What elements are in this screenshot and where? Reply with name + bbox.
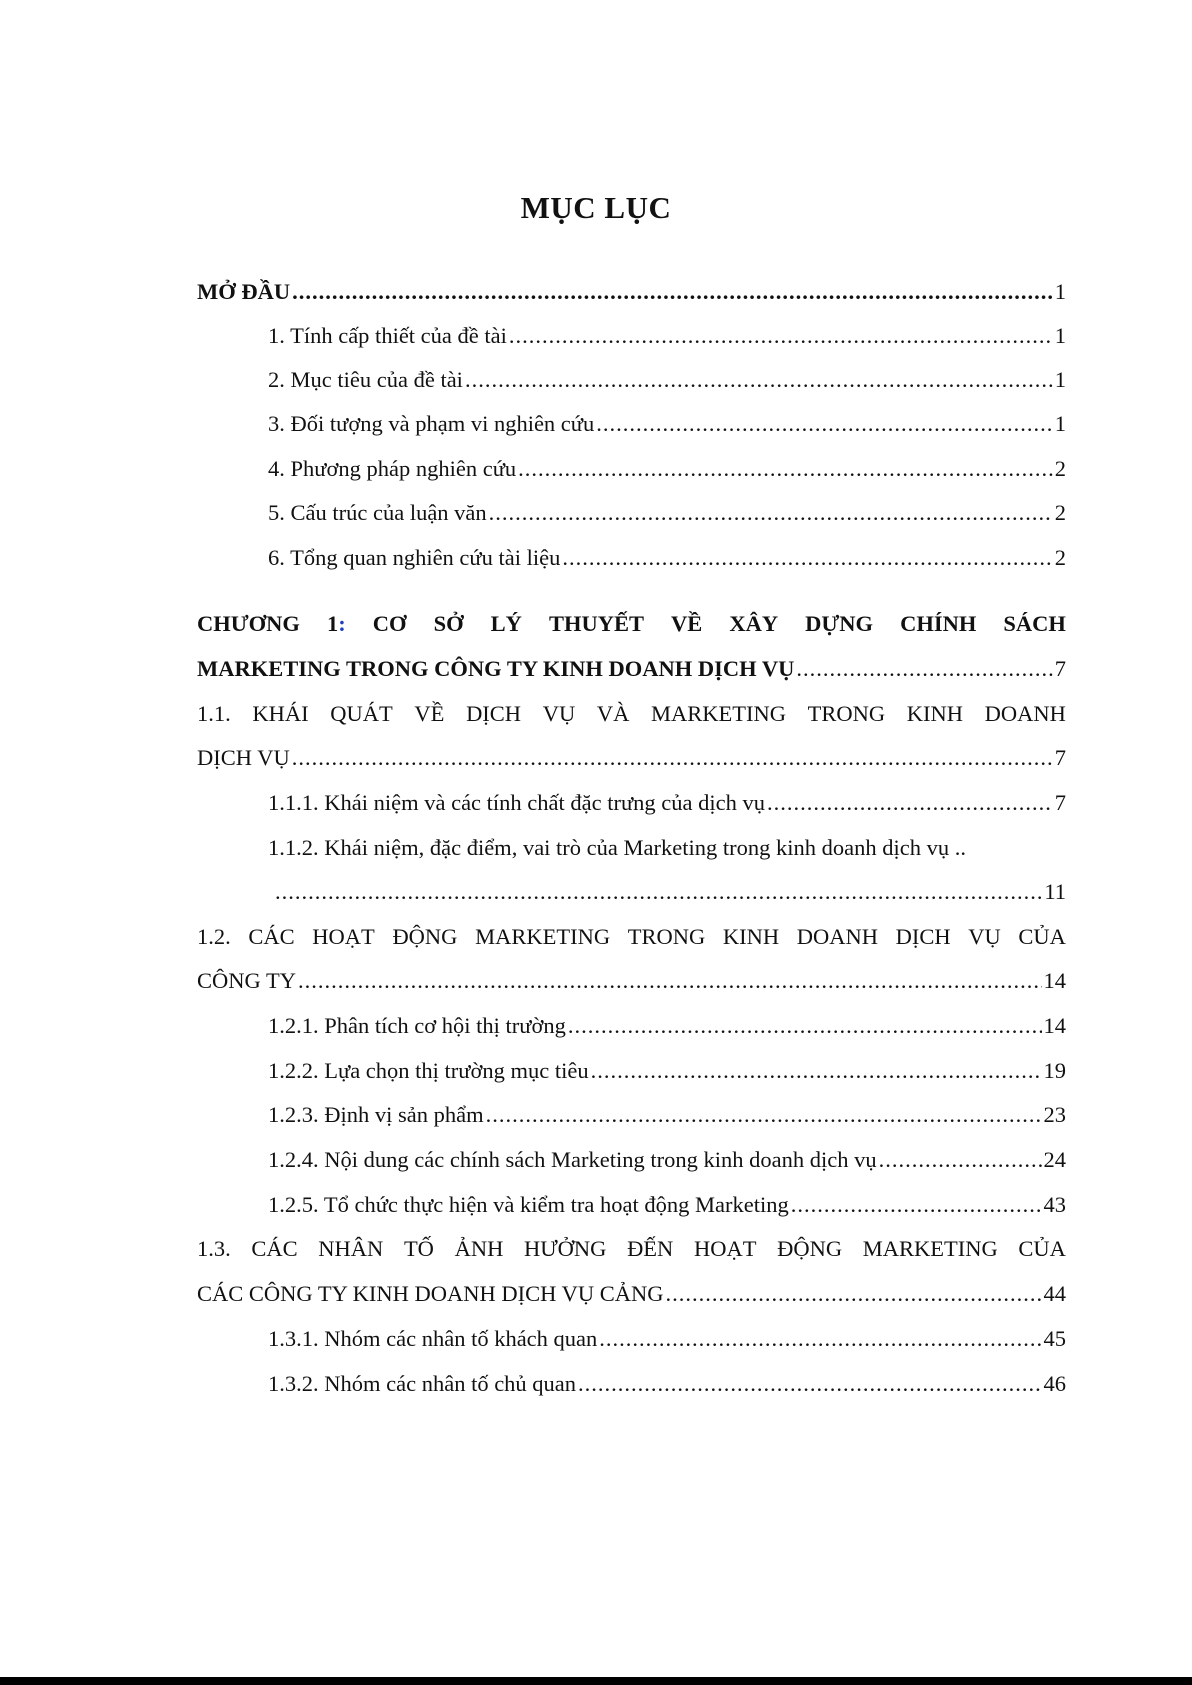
toc-page: 7 <box>1054 790 1066 815</box>
toc-word: DỊCH <box>466 701 522 726</box>
toc-word: CHƯƠNG <box>197 611 300 636</box>
toc-label: MARKETING TRONG CÔNG TY KINH DOANH DỊCH VỤ <box>197 656 795 681</box>
toc-leader <box>591 1056 1042 1086</box>
toc-leader <box>879 1145 1042 1175</box>
toc-entry-1-2-1[interactable] <box>268 1011 1066 1041</box>
toc-word: CÁC <box>248 924 295 949</box>
toc-label: MỞ ĐẦU <box>197 279 291 304</box>
toc-word: 1.3. <box>197 1236 231 1261</box>
toc-leader <box>599 1324 1041 1354</box>
toc-entry-1-1-1[interactable] <box>268 788 1066 818</box>
toc-word: DỊCH <box>895 924 951 949</box>
toc-chapter-1-line2[interactable] <box>197 654 1066 684</box>
toc-word: 1.1. <box>197 701 231 726</box>
toc-word: KINH <box>906 701 964 726</box>
toc-leader <box>275 877 1042 907</box>
toc-word: KHÁI <box>252 701 309 726</box>
toc-page: 7 <box>1054 656 1066 681</box>
toc-page: 19 <box>1043 1058 1066 1083</box>
toc-label: 1.2.4. Nội dung các chính sách Marketing trong kinh doanh dịch vụ <box>268 1147 877 1172</box>
toc-word: XÂY <box>729 611 779 636</box>
toc-page: 2 <box>1054 456 1066 481</box>
toc-section-1-1-line2[interactable] <box>197 743 1066 773</box>
toc-page: 46 <box>1043 1371 1066 1396</box>
toc-word: VỀ <box>414 701 445 726</box>
toc-entry-1-2-4[interactable] <box>268 1145 1066 1175</box>
toc-page: 1 <box>1054 367 1066 392</box>
toc-word: VỀ <box>671 611 703 636</box>
toc-word: VÀ <box>596 701 630 726</box>
toc-label: CÁC CÔNG TY KINH DOANH DỊCH VỤ CẢNG <box>197 1281 664 1306</box>
toc-entry-3[interactable] <box>268 409 1066 439</box>
toc-section-1-1-line1[interactable] <box>197 699 1066 729</box>
toc-leader <box>292 743 1053 773</box>
chapter-colon: : <box>338 611 346 636</box>
toc-label: 4. Phương pháp nghiên cứu <box>268 456 517 481</box>
toc-entry-1-1-2-line2[interactable] <box>275 877 1066 907</box>
toc-entry-1[interactable] <box>268 321 1066 351</box>
toc-word: DỰNG <box>805 611 874 636</box>
toc-word: VỤ <box>542 701 576 726</box>
toc-page: 7 <box>1054 745 1066 770</box>
toc-word: ẢNH <box>454 1236 504 1261</box>
toc-chapter-1-line1[interactable] <box>197 609 1066 639</box>
toc-page: 1 <box>1054 279 1066 304</box>
toc-label: 6. Tổng quan nghiên cứu tài liệu <box>268 545 561 570</box>
toc-page: 44 <box>1043 1281 1066 1306</box>
toc-leader <box>298 966 1042 996</box>
toc-page: 2 <box>1054 545 1066 570</box>
toc-leader <box>562 543 1052 573</box>
toc-label: 1.3.1. Nhóm các nhân tố khách quan <box>268 1326 598 1351</box>
toc-leader <box>578 1369 1041 1399</box>
toc-entry-4[interactable] <box>268 454 1066 484</box>
toc-label: 1.1.1. Khái niệm và các tính chất đặc trưng của dịch vụ <box>268 790 766 815</box>
toc-page: 2 <box>1054 500 1066 525</box>
toc-entry-1-2-3[interactable] <box>268 1100 1066 1130</box>
toc-page: 43 <box>1043 1192 1066 1217</box>
toc-label: 1.2.5. Tổ chức thực hiện và kiểm tra hoạt động Marketing <box>268 1192 789 1217</box>
toc-section-1-2-line2[interactable] <box>197 966 1066 996</box>
toc-leader <box>796 654 1052 684</box>
toc-leader <box>665 1279 1041 1309</box>
toc-entry-1-3-2[interactable] <box>268 1369 1066 1399</box>
toc-word: TRONG <box>807 701 886 726</box>
toc-leader <box>596 409 1053 439</box>
toc-label: 1.1.2. Khái niệm, đặc điểm, vai trò của Marketing trong kinh doanh dịch vụ .. <box>268 835 966 860</box>
toc-label: 1.2.1. Phân tích cơ hội thị trường <box>268 1013 566 1038</box>
toc-word: CÁC <box>251 1236 298 1261</box>
toc-leader <box>767 788 1053 818</box>
toc-entry-1-2-2[interactable] <box>268 1056 1066 1086</box>
toc-entry-1-2-5[interactable] <box>268 1190 1066 1220</box>
toc-page: 24 <box>1043 1147 1066 1172</box>
toc-label: 5. Cấu trúc của luận văn <box>268 500 487 525</box>
toc-leader <box>568 1011 1042 1041</box>
toc-leader <box>486 1100 1042 1130</box>
toc-word <box>327 609 346 639</box>
toc-word: ĐỘNG <box>777 1236 843 1261</box>
toc-label: CÔNG TY <box>197 968 296 993</box>
toc-section-1-3-line1[interactable] <box>197 1234 1066 1264</box>
toc-entry-5[interactable] <box>268 498 1066 528</box>
toc-page: 1 <box>1054 323 1066 348</box>
toc-word: SỞ <box>433 611 464 636</box>
toc-word: HOẠT <box>312 924 375 949</box>
toc-label: 3. Đối tượng và phạm vi nghiên cứu <box>268 411 595 436</box>
toc-label: 1. Tính cấp thiết của đề tài <box>268 323 507 348</box>
toc-entry-6[interactable] <box>268 543 1066 573</box>
toc-entry-mo-dau[interactable] <box>197 277 1066 307</box>
toc-word: CỦA <box>1018 924 1066 949</box>
toc-label: 1.2.2. Lựa chọn thị trường mục tiêu <box>268 1058 589 1083</box>
toc-page: 23 <box>1043 1102 1066 1127</box>
toc-word: LÝ <box>490 611 522 636</box>
toc-word: 1.2. <box>197 924 231 949</box>
toc-word: CHÍNH <box>900 611 977 636</box>
toc-entry-1-1-2-line1[interactable] <box>268 833 1066 863</box>
toc-leader <box>292 277 1053 307</box>
toc-leader <box>489 498 1053 528</box>
toc-word: SÁCH <box>1003 611 1066 636</box>
toc-section-1-2-line1[interactable] <box>197 922 1066 952</box>
toc-word: MARKETING <box>475 924 611 949</box>
toc-label: 2. Mục tiêu của đề tài <box>268 367 463 392</box>
toc-page: 14 <box>1043 1013 1066 1038</box>
toc-word: TỐ <box>403 1236 434 1261</box>
toc-word: TRONG <box>627 924 706 949</box>
toc-label: 1.3.2. Nhóm các nhân tố chủ quan <box>268 1371 577 1396</box>
toc-word: DOANH <box>984 701 1066 726</box>
toc-page: 1 <box>1054 411 1066 436</box>
toc-word: QUÁT <box>330 701 393 726</box>
toc-entry-1-3-1[interactable] <box>268 1324 1066 1354</box>
bottom-border <box>0 1677 1192 1685</box>
toc-word: THUYẾT <box>548 611 644 636</box>
toc-page: 45 <box>1043 1326 1066 1351</box>
toc-label: 1.2.3. Định vị sản phẩm <box>268 1102 484 1127</box>
toc-word: KINH <box>722 924 780 949</box>
toc-leader <box>791 1190 1042 1220</box>
toc-word: DOANH <box>796 924 878 949</box>
toc-word: HOẠT <box>693 1236 757 1261</box>
toc-leader <box>509 321 1053 351</box>
toc-word: ĐẾN <box>627 1236 674 1261</box>
toc-label: DỊCH VỤ <box>197 745 290 770</box>
toc-word: MARKETING <box>650 701 786 726</box>
toc-leader <box>518 454 1053 484</box>
toc-page: 14 <box>1043 968 1066 993</box>
toc-word: VỤ <box>968 924 1001 949</box>
toc-section-1-3-line2[interactable] <box>197 1279 1066 1309</box>
toc-word: HƯỞNG <box>523 1236 607 1261</box>
toc-word: ĐỘNG <box>392 924 458 949</box>
toc-page: 11 <box>1044 879 1066 904</box>
toc-word: CƠ <box>372 611 407 636</box>
toc-word: NHÂN <box>318 1236 384 1261</box>
page-title: MỤC LỤC <box>520 190 672 225</box>
toc-word: MARKETING <box>862 1236 998 1261</box>
toc-entry-2[interactable] <box>268 365 1066 395</box>
toc-word: CỦA <box>1018 1236 1066 1261</box>
toc-leader <box>465 365 1053 395</box>
chapter-number: 1 <box>326 611 339 636</box>
